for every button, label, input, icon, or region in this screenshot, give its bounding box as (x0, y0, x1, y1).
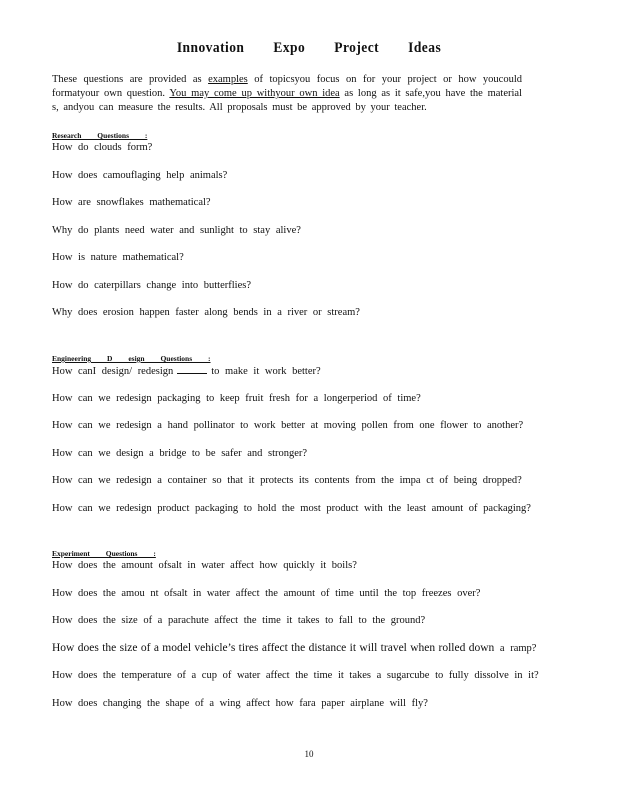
research-question: How do clouds form? (52, 142, 153, 153)
fill-in-blank (177, 364, 207, 374)
research-section (52, 131, 572, 334)
experiment-section (52, 549, 572, 724)
intro-underline-examples: examples (208, 74, 248, 85)
research-question: Why do plants need water and sunlight to stay alive? (52, 224, 301, 236)
experiment-question-large-main: How does the size of a model vehicle’s tires affect the distance it will travel when rolled down (52, 641, 495, 654)
research-question: How is nature mathematical? (52, 252, 184, 263)
engineering-question: How can we redesign packaging to keep fruit fresh for a longerperiod of time? (52, 392, 421, 404)
intro-text-1: These questions are provided as (52, 74, 209, 85)
page-number: 10 (304, 749, 314, 759)
research-question: How do caterpillars change into butterflies? (52, 279, 251, 291)
research-question: How are snowflakes mathematical? (52, 197, 211, 208)
engineering-section (52, 354, 572, 529)
research-question: How does camouflaging help animals? (52, 169, 228, 181)
engineering-question-pre: How canI design/ redesign (52, 366, 174, 377)
page-title: Innovation Expo Project Ideas (176, 40, 442, 56)
research-heading: Research Questions : (52, 131, 148, 140)
experiment-question-large-tail: a ramp? (494, 642, 537, 654)
engineering-question: How can we redesign a container so that it protects its contents from the impa ct of being dropped? (52, 475, 522, 486)
experiment-question: How does the temperature of a cup of water affect the time it takes a sugarcube to fully dissolve in it? (52, 670, 539, 681)
intro-underline-own-idea: You may come up withyour own idea (169, 88, 340, 99)
engineering-question: How can we design a bridge to be safer and stronger? (52, 447, 308, 459)
experiment-question-large (52, 642, 572, 670)
experiment-question: How does the amou nt ofsalt in water affect the amount of time until the top freezes over? (52, 587, 481, 599)
engineering-heading: Engineering D esign Questions : (52, 354, 211, 363)
experiment-question: How does the size of a parachute affect the time it takes to fall to the ground? (52, 615, 426, 626)
experiment-question: How does the amount ofsalt in water affect how quickly it boils? (52, 560, 357, 571)
intro-paragraph (52, 73, 522, 115)
engineering-question: How can we redesign product packaging to hold the most product with the least amount of packaging? (52, 502, 531, 514)
intro-text-3: as long as it safe,you have the material s, andyou can measure the results. All proposals must be approved by your teacher. (52, 88, 522, 113)
engineering-question: How can we redesign a hand pollinator to work better at moving pollen from one flower to another? (52, 420, 524, 431)
engineering-question-blank (52, 364, 572, 392)
research-question: Why does erosion happen faster along bends in a river or stream? (52, 307, 360, 318)
experiment-heading: Experiment Questions : (52, 549, 156, 558)
intro-text-2: of topicsyou focus on for your project or how youcould formatyour own question. (52, 74, 522, 99)
experiment-question: How does changing the shape of a wing affect how fara paper airplane will fly? (52, 697, 428, 709)
engineering-question-post: to make it work better? (211, 366, 321, 377)
